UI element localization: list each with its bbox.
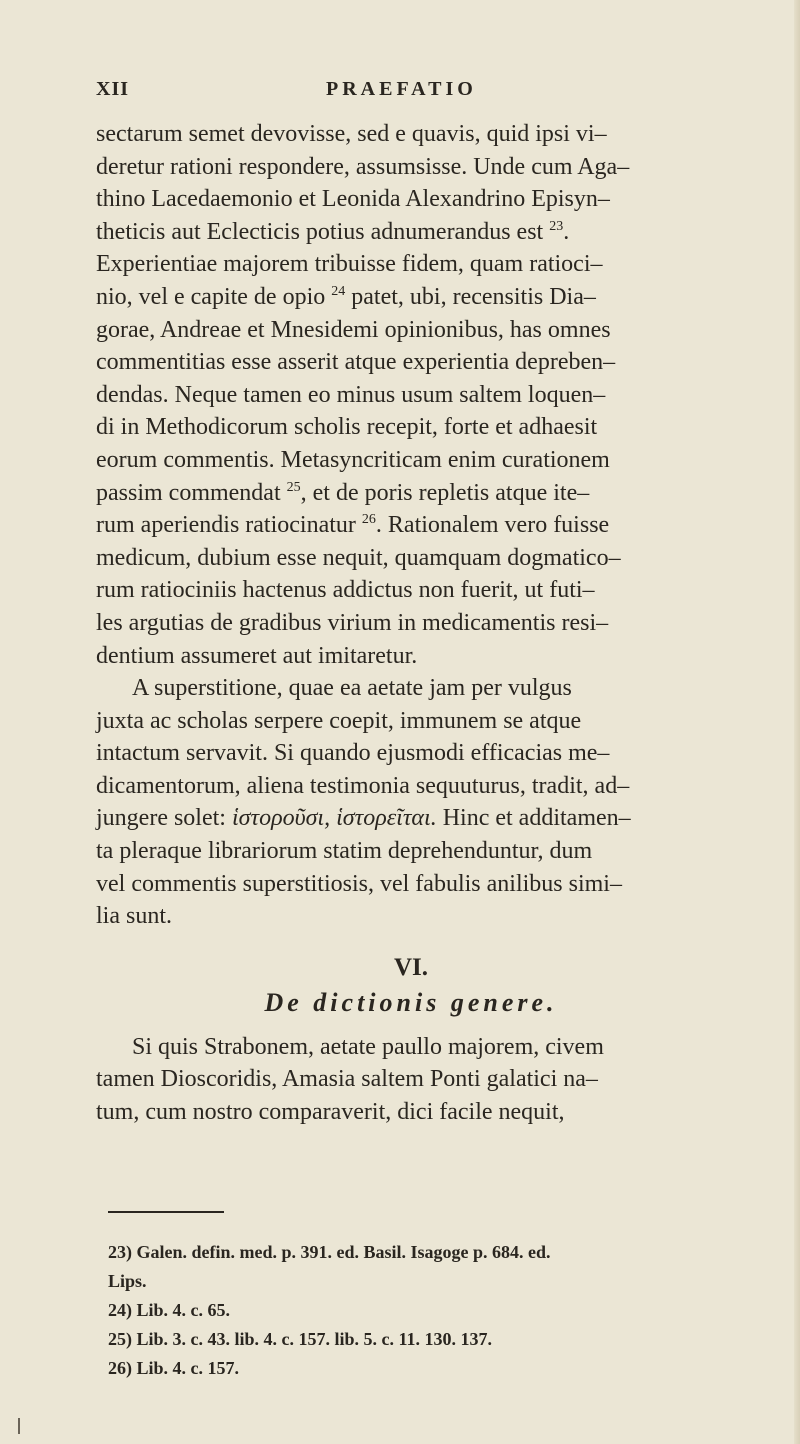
footnote-23: 23) Galen. defin. med. p. 391. ed. Basil. Isagoge p. 684. ed.	[108, 1242, 551, 1262]
text-line: juxta ac scholas serpere coepit, immunem se atque	[96, 707, 582, 734]
text-line: gorae, Andreae et Mnesidemi opinionibus, has omnes	[96, 316, 611, 343]
footnotes	[108, 1238, 728, 1383]
text-line: sectarum semet devovisse, sed e quavis, quid ipsi vi–	[96, 121, 607, 147]
page-edge	[794, 0, 800, 1444]
running-title: PRAEFATIO	[326, 78, 477, 100]
text-segment: , et de poris repletis atque ite–	[300, 479, 590, 506]
text-segment: rum aperiendis ratiocinatur	[96, 512, 362, 539]
footnote-ref-24: 24	[331, 283, 346, 299]
text-line	[96, 477, 726, 510]
text-line: tamen Dioscoridis, Amasia saltem Ponti galatici na–	[96, 1066, 598, 1093]
text-line: di in Methodicorum scholis recepit, forte et adhaesit	[96, 414, 598, 441]
scan-mark	[18, 1418, 20, 1434]
text-line: dentium assumeret aut imitaretur.	[96, 642, 418, 669]
footnote-ref-25: 25	[286, 479, 301, 495]
text-line: thino Lacedaemonio et Leonida Alexandrino Episyn–	[96, 186, 610, 213]
text-segment: jungere solet:	[96, 805, 232, 832]
section-number: VI.	[393, 953, 429, 981]
text-segment: theticis aut Eclecticis potius adnumerandus est	[96, 218, 550, 245]
page-header	[96, 78, 716, 108]
text-line	[96, 802, 726, 835]
text-line: tum, cum nostro comparaverit, dici facile nequit,	[96, 1099, 565, 1126]
text-segment: nio, vel e capite de opio	[96, 283, 332, 310]
text-line: rum ratiociniis hactenus addictus non fuerit, ut futi–	[96, 577, 595, 604]
text-line: dendas. Neque tamen eo minus usum saltem loquen–	[96, 381, 606, 408]
footnote-26: 26) Lib. 4. c. 157.	[108, 1358, 240, 1378]
main-text	[96, 118, 726, 1129]
text-line: commentitias esse asserit atque experientia depreben–	[96, 349, 616, 376]
footnote-24: 24) Lib. 4. c. 65.	[108, 1300, 231, 1320]
text-line: A superstitione, quae ea aetate jam per vulgus	[132, 675, 572, 702]
text-line: vel commentis superstitiosis, vel fabulis anilibus simi–	[96, 870, 622, 897]
text-line	[96, 281, 726, 314]
text-line: eorum commentis. Metasyncriticam enim curationem	[96, 446, 610, 473]
text-line: ta pleraque librariorum statim deprehenduntur, dum	[96, 838, 593, 865]
text-line	[96, 509, 726, 542]
text-segment: patet, ubi, recensitis Dia–	[345, 283, 596, 310]
footnote-divider	[108, 1211, 224, 1213]
text-line: dicamentorum, aliena testimonia sequuturus, tradit, ad–	[96, 772, 630, 799]
text-segment: . Rationalem vero fuisse	[375, 512, 610, 539]
footnote-25: 25) Lib. 3. c. 43. lib. 4. c. 157. lib. 5. c. 11. 130. 137.	[108, 1329, 493, 1349]
text-line: deretur rationi respondere, assumsisse. Unde cum Aga–	[96, 153, 630, 180]
page-number: XII	[96, 78, 130, 100]
text-line: les argutias de gradibus virium in medicamentis resi–	[96, 609, 609, 636]
section-title: De dictionis genere.	[264, 987, 558, 1017]
footnote-23-continued: Lips.	[108, 1271, 147, 1291]
text-segment: Hinc et additamen–	[436, 805, 631, 832]
text-line	[96, 216, 726, 249]
footnote-ref-23: 23	[549, 218, 564, 234]
text-line: medicum, dubium esse nequit, quamquam dogmatico–	[96, 544, 621, 571]
text-segment: .	[563, 218, 570, 245]
footnote-ref-26: 26	[361, 512, 376, 528]
text-line: Experientiae majorem tribuisse fidem, quam ratioci–	[96, 251, 603, 278]
text-line: Si quis Strabonem, aetate paullo majorem, civem	[132, 1033, 604, 1060]
greek-quote: ἱστοροῦσι, ἱστορεῖται.	[231, 805, 437, 832]
text-line: lia sunt.	[96, 903, 172, 930]
text-line: intactum servavit. Si quando ejusmodi efficacias me–	[96, 740, 610, 767]
text-segment: passim commendat	[96, 479, 287, 506]
